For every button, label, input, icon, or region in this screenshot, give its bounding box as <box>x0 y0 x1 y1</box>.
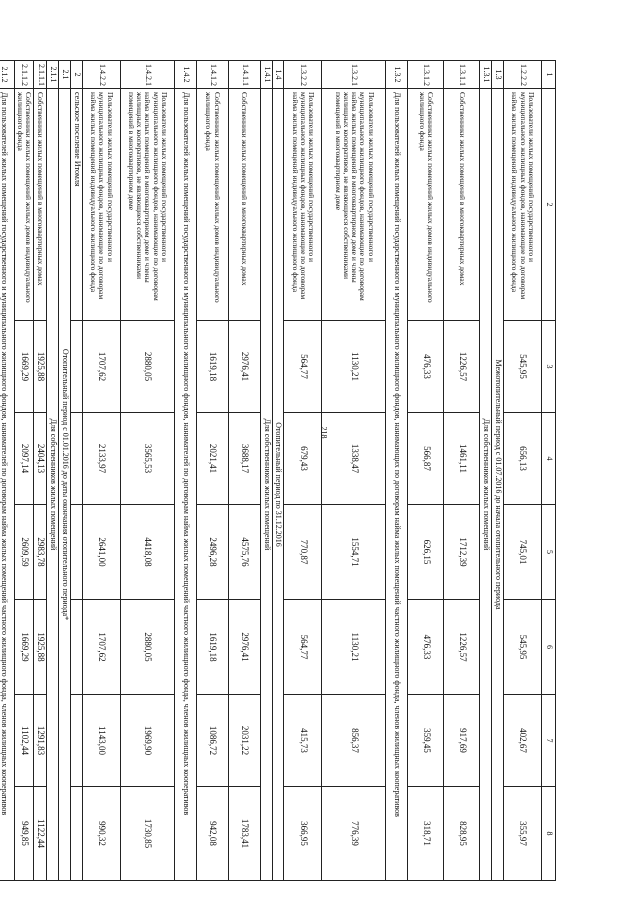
table-row <box>480 61 492 881</box>
tariff-value: 4418,08 <box>120 505 174 600</box>
header-cell: 8 <box>542 787 556 881</box>
row-code: 1.3 <box>492 61 504 89</box>
table-row <box>504 61 542 881</box>
tariff-value: 2976,41 <box>228 600 260 695</box>
row-description: Пользователи жилых помещений государственного и муниципального жилищных фондов, нанимающие по договорам найма жилых помещений индивидуального жилищного фонда <box>504 89 542 321</box>
table-row <box>228 61 260 881</box>
row-code: 1.4.2.1 <box>120 61 174 89</box>
table-row <box>70 61 82 881</box>
tariff-value: 1712,39 <box>444 505 480 600</box>
row-description: Собственники жилых помещений жилых домов индивидуального жилищного фонда <box>408 89 444 321</box>
header-cell: 1 <box>542 61 556 89</box>
tariff-value: 318,71 <box>408 787 444 881</box>
header-cell: 7 <box>542 695 556 787</box>
row-code: 1.4.1.1 <box>228 61 260 89</box>
row-code: 1.3.2 <box>386 61 408 89</box>
tariff-value: 3565,53 <box>120 413 174 505</box>
tariff-value: 359,45 <box>408 695 444 787</box>
tariff-value: 917,69 <box>444 695 480 787</box>
row-code: 1.4.2 <box>174 61 196 89</box>
tariff-value: 2097,14 <box>14 413 34 505</box>
tariff-value: 2133,97 <box>82 413 120 505</box>
tariff-value: 770,87 <box>284 505 322 600</box>
empty-cell <box>70 505 82 600</box>
group-heading: Для собственников жилых помещений <box>260 89 272 881</box>
tariff-value: 2609,59 <box>14 505 34 600</box>
tariff-value: 1291,83 <box>34 695 47 787</box>
row-description: Собственники жилых помещений в многоквартирных домах <box>228 89 260 321</box>
row-code: 1.4.1.2 <box>196 61 228 89</box>
row-description: Собственники жилых помещений в многоквартирных домах <box>444 89 480 321</box>
row-description: Пользователи жилых помещений государственного и муниципального жилищных фондов, нанимающие по договорам найма жилых помещений индивидуального жилищного фонда <box>82 89 120 321</box>
tariff-value: 1461,11 <box>444 413 480 505</box>
tariff-value: 2880,05 <box>120 600 174 695</box>
tariff-value: 2021,41 <box>196 413 228 505</box>
table-row <box>174 61 196 881</box>
tariff-value: 2880,05 <box>120 321 174 413</box>
empty-cell <box>70 321 82 413</box>
row-code: 1.4.2.2 <box>82 61 120 89</box>
period-heading: Межотопительный период с 01.07.2016 до начала отопительного периода <box>492 89 504 881</box>
table-row <box>444 61 480 881</box>
row-description: Пользователи жилых помещений государственного и муниципального жилищных фондов, нанимающие по договорам найма жилых помещений индивидуального жилищного фонда <box>284 89 322 321</box>
tariff-value: 2031,22 <box>228 695 260 787</box>
tariff-value: 3688,17 <box>228 413 260 505</box>
empty-cell <box>70 787 82 881</box>
table-row <box>260 61 272 881</box>
table-row <box>386 61 408 881</box>
tariff-value: 355,97 <box>504 787 542 881</box>
tariff-value: 1143,00 <box>82 695 120 787</box>
tariff-value: 1226,57 <box>444 321 480 413</box>
row-code: 1.3.2.1 <box>322 61 386 89</box>
row-code: 2.1 <box>59 61 71 89</box>
header-cell: 6 <box>542 600 556 695</box>
empty-cell <box>70 413 82 505</box>
row-description: Собственники жилых помещений жилых домов индивидуального жилищного фонда <box>14 89 34 321</box>
tariff-value: 2641,00 <box>82 505 120 600</box>
tariff-value: 564,77 <box>284 600 322 695</box>
tariff-value: 1130,21 <box>322 600 386 695</box>
tariff-value: 1619,18 <box>196 600 228 695</box>
row-description: Пользователи жилых помещений государственного и муниципального жилищного фондов, нанимающие по договорам найма жилых помещений в многоквартирном доме и члены жилищных кооперативов, не являющиеся собственниками помещений в многоквартирном доме <box>322 89 386 321</box>
category-heading: Для пользователей жилых помещений государственного и муниципального жилищного фондов, нанимателей по договорам найма жилых помещений частного жилищного фонда, членов жилищных кооперативов <box>174 89 196 881</box>
table-row <box>14 61 34 881</box>
tariff-value: 476,33 <box>408 321 444 413</box>
header-row <box>542 61 556 881</box>
row-code: 1.3.1.1 <box>444 61 480 89</box>
table-row <box>492 61 504 881</box>
tariff-value: 476,33 <box>408 600 444 695</box>
tariff-value: 1619,18 <box>196 321 228 413</box>
group-heading: Для собственников жилых помещений <box>480 89 492 881</box>
tariff-value: 545,95 <box>504 321 542 413</box>
tariff-value: 566,87 <box>408 413 444 505</box>
tariff-value: 1130,21 <box>322 321 386 413</box>
tariff-value: 626,15 <box>408 505 444 600</box>
tariff-value: 1969,90 <box>120 695 174 787</box>
table-row <box>59 61 71 881</box>
tariff-value: 1122,44 <box>34 787 47 881</box>
row-code: 2.1.2 <box>0 61 14 89</box>
tariff-value: 564,77 <box>284 321 322 413</box>
settlement-label: сельское поселение Итомля <box>70 89 82 321</box>
tariff-value: 656,13 <box>504 413 542 505</box>
page-number: 218 <box>319 426 329 439</box>
tariff-value: 1925,88 <box>34 600 47 695</box>
row-code: 2.1.1.1 <box>34 61 47 89</box>
tariff-value: 2983,78 <box>34 505 47 600</box>
empty-cell <box>70 600 82 695</box>
tariff-value: 1086,72 <box>196 695 228 787</box>
row-code: 1.3.2.2 <box>284 61 322 89</box>
table-row <box>82 61 120 881</box>
header-cell: 5 <box>542 505 556 600</box>
empty-cell <box>70 695 82 787</box>
row-code: 1.3.1 <box>480 61 492 89</box>
tariff-value: 1554,71 <box>322 505 386 600</box>
tariff-value: 2404,13 <box>34 413 47 505</box>
tariff-value: 545,95 <box>504 600 542 695</box>
tariff-value: 1669,29 <box>14 321 34 413</box>
row-code: 1.3.1.2 <box>408 61 444 89</box>
tariff-table-sheet <box>0 60 556 880</box>
table-row <box>34 61 47 881</box>
tariff-value: 1338,47 <box>322 413 386 505</box>
tariff-value: 949,85 <box>14 787 34 881</box>
table-row <box>272 61 284 881</box>
tariff-value: 745,01 <box>504 505 542 600</box>
header-cell: 2 <box>542 89 556 321</box>
row-code: 2.1.1.2 <box>14 61 34 89</box>
tariff-value: 1783,41 <box>228 787 260 881</box>
tariff-value: 1730,85 <box>120 787 174 881</box>
row-description: Пользователи жилых помещений государственного и муниципального жилищного фондов, нанимающие по договорам найма жилых помещений в многоквартирном доме и члены жилищных кооперативов, не являющиеся собственниками помещений в многоквартирном доме <box>120 89 174 321</box>
tariff-value: 942,08 <box>196 787 228 881</box>
tariff-value: 366,95 <box>284 787 322 881</box>
row-code: 1.2.2.2 <box>504 61 542 89</box>
tariff-value: 1226,57 <box>444 600 480 695</box>
tariff-value: 415,73 <box>284 695 322 787</box>
period-heading: Отопительный период по 31.12.2016 <box>272 89 284 881</box>
row-code: 1.4 <box>272 61 284 89</box>
tariff-value: 1925,88 <box>34 321 47 413</box>
tariff-value: 679,43 <box>284 413 322 505</box>
row-code: 2 <box>70 61 82 89</box>
tariff-value: 2976,41 <box>228 321 260 413</box>
row-description: Собственники жилых помещений жилых домов индивидуального жилищного фонда <box>196 89 228 321</box>
table-row <box>47 61 59 881</box>
table-row <box>0 61 14 881</box>
header-cell: 3 <box>542 321 556 413</box>
tariff-value: 402,67 <box>504 695 542 787</box>
row-description: Собственники жилых помещений в многоквартирных домах <box>34 89 47 321</box>
table-row <box>196 61 228 881</box>
row-code: 2.1.1 <box>47 61 59 89</box>
tariff-value: 1102,44 <box>14 695 34 787</box>
tariff-value: 4575,76 <box>228 505 260 600</box>
category-heading: Для пользователей жилых помещений государственного и муниципального жилищного фондов, нанимающих по договорам найма жилых помещений частного жилищного фонда, членов жилищных кооперативов <box>386 89 408 881</box>
table-row <box>408 61 444 881</box>
table-row <box>284 61 322 881</box>
group-heading: Для собственников жилых помещений <box>47 89 59 881</box>
row-code: 1.4.1 <box>260 61 272 89</box>
tariff-value: 990,32 <box>82 787 120 881</box>
tariff-table <box>0 60 556 881</box>
table-row <box>120 61 174 881</box>
period-heading: Отопительный период с 01.01.2016 до даты окончания отопительного периода* <box>59 89 71 881</box>
tariff-value: 1707,62 <box>82 600 120 695</box>
tariff-value: 1669,29 <box>14 600 34 695</box>
category-heading: Для пользователей жилых помещений государственного и муниципального жилищного фондов, нанимателей по договорам найма жилых помещений частного жилищного фонда, членов жилищных кооперативов <box>0 89 14 881</box>
table-row <box>322 61 386 881</box>
tariff-value: 856,37 <box>322 695 386 787</box>
tariff-value: 2496,28 <box>196 505 228 600</box>
tariff-value: 828,95 <box>444 787 480 881</box>
tariff-value: 1707,62 <box>82 321 120 413</box>
header-cell: 4 <box>542 413 556 505</box>
tariff-value: 776,39 <box>322 787 386 881</box>
